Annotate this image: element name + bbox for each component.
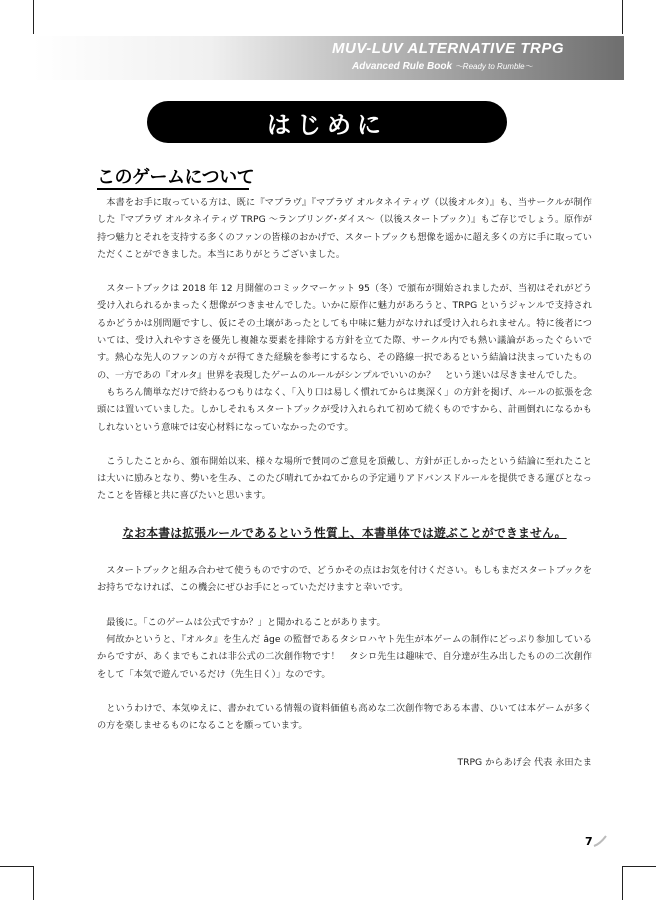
paragraph-3: もちろん簡単なだけで終わるつもりはなく、「入り口は易しく慣れてからは奥深く」の方針を掲げ、ルールの拡張を念頭には置いていました。しかしそれもスタートブックが受け入れられて初めて続くものですから、計画倒れになるかもしれないという意味では安心材料になっていなかったのです。 — [97, 386, 592, 433]
crop-mark-bottom-right-h — [622, 866, 656, 867]
notice-line: なお本書は拡張ルールであるという性質上、本書単体では遊ぶことができません。 — [122, 525, 567, 540]
signature: TRPG からあげ会 代表 永田たま — [457, 757, 592, 769]
paragraph-8: というわけで、本気ゆえに、書かれている情報の資料価値も高めな二次創作物である本書、ひいては本ゲームが多くの方を楽しませるものになることを願っています。 — [97, 702, 592, 732]
header-tagline: ～Ready to Rumble～ — [454, 62, 533, 71]
paragraph-5: スタートブックと組み合わせて使うものですので、どうかその点はお気を付けください。もしもまだスタートブックをお持ちでなければ、この機会にぜひお手にとっていただけますと幸いです。 — [97, 565, 592, 594]
header-title: MUV-LUV ALTERNATIVE TRPG — [332, 40, 564, 57]
header-subtitle-line — [352, 61, 533, 72]
paragraph-4: こうしたことから、頒布開始以来、様々な場所で賛同のご意見を頂戴し、方針が正しかったという結論に至れたことは大いに励みとなり、勢いを生み、このたび晴れてかねてからの予定通りアドバンスドルールを提供できる運びとなったことを皆様と共に喜びたいと思います。 — [97, 455, 592, 502]
section-heading: このゲームについて — [97, 167, 255, 188]
crop-mark-bottom-left — [33, 866, 34, 900]
heading-underline — [97, 188, 249, 190]
crop-mark-bottom-left-h — [0, 866, 34, 867]
paragraph-7: 何故かというと、『オルタ』を生んだ âge の監督であるタシロハヤト先生が本ゲームの制作にどっぷり参加しているからですが、あくまでもこれは非公式の二次創作物です！ タシロ先生は趣味で、自分達が生み出したものの二次創作をして「本気で遊んでいるだけ（先生日く）」なのです。 — [97, 633, 592, 680]
paragraph-2: スタートブックは 2018 年 12 月開催のコミックマーケット 95（冬）で頒布が開始されましたが、当初はそれがどう受け入れられるかまったく想像がつきませんでした。いかに原作に魅力があろうと、TRPG というジャンルで支持されるかどうかは別問題ですし、仮にその土壌があったとしても中味に魅力がなければ受け入れられません。特に後者については、受け入れやすさを優先し複雑な要素を排除する方針を立てた際、サークル内でも熱い議論があったぐらいです。熱心な先人のファンの方々が得てきた経験を参考にするなら、その路線一択であるという結論は決まっていたものの、一方であの『オルタ』世界を表現したゲームのルールがシンプルでいいのか？ という迷いは尽きませんでした。 — [97, 283, 592, 381]
page-number: 7 — [585, 835, 593, 848]
header-subtitle: Advanced Rule Book — [352, 61, 453, 72]
crop-mark-top-left — [33, 0, 34, 34]
crop-mark-top-right — [622, 0, 623, 34]
paragraph-1: 本書をお手に取っている方は、既に『マブラヴ』『マブラヴ オルタネイティヴ（以後オルタ）』も、当サークルが制作した『マブラヴ オルタネイティヴ TRPG 〜ランブリング･ダイス〜（以後スタートブック）』もご存じでしょう。原作が持つ魅力とそれを支持する多くのファンの皆様のおかげで、スタートブックも想像を遥かに超え多くの方に手に取っていただくことができました。本当にありがとうございました。 — [97, 197, 592, 260]
chapter-title: はじめに — [147, 101, 507, 143]
page-number-swoosh-icon — [592, 834, 608, 848]
crop-mark-bottom-right — [622, 866, 623, 900]
body-text — [97, 194, 592, 772]
paragraph-6: 最後に。「このゲームは公式ですか？」と聞かれることがあります。 — [106, 616, 386, 628]
